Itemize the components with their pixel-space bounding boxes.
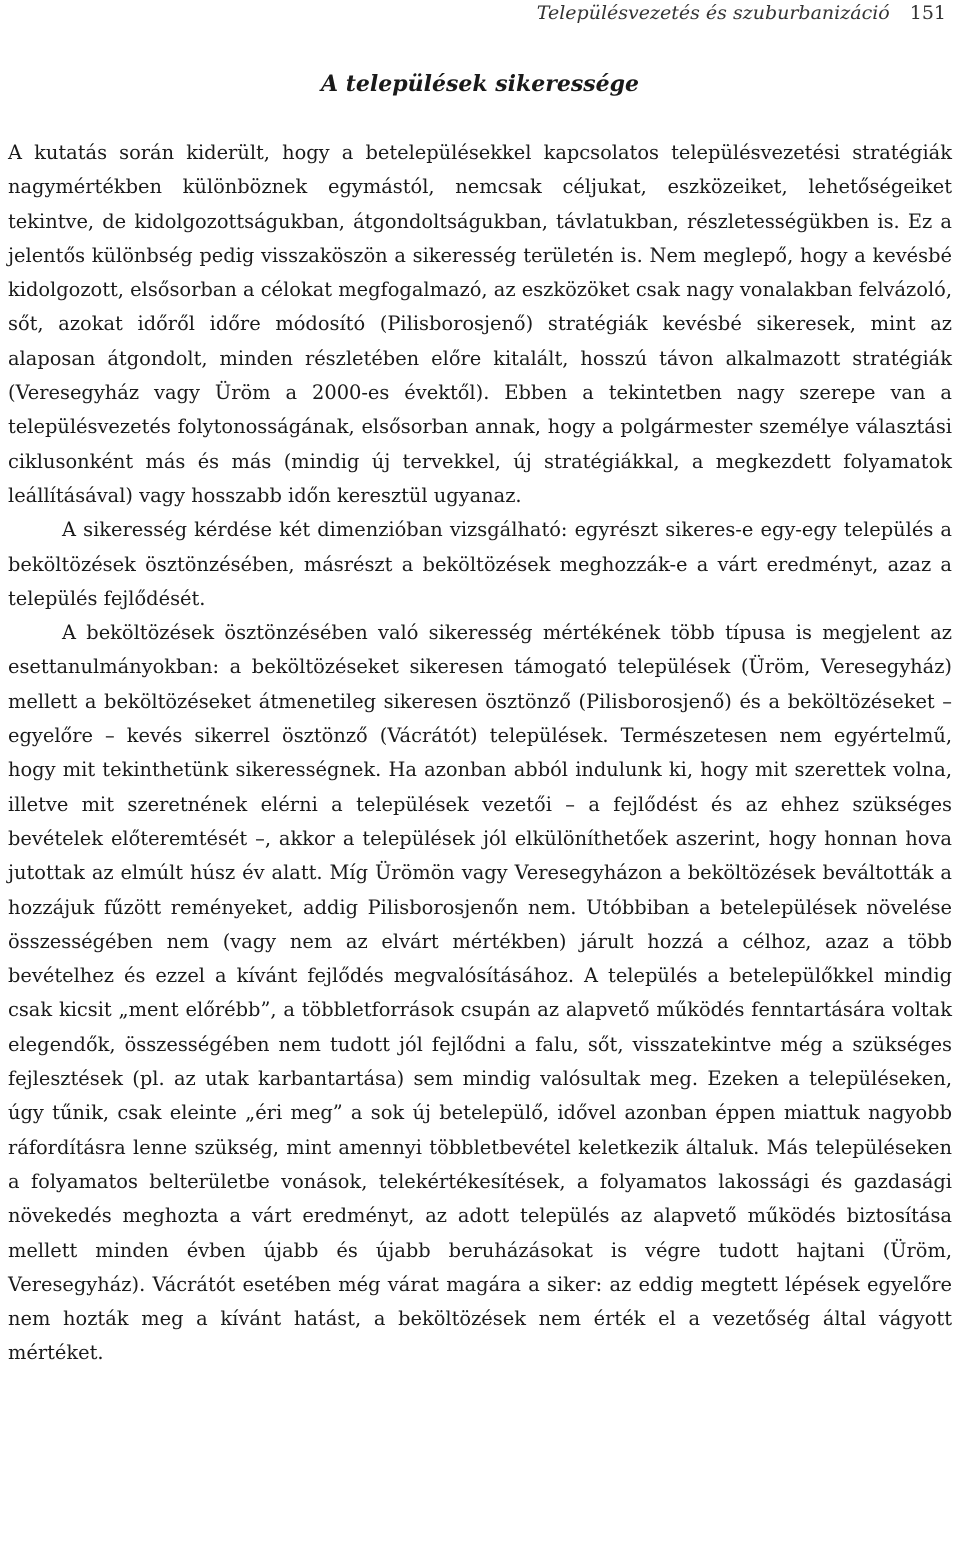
paragraph-2: A sikeresség kérdése két dimenzióban vizsgálható: egyrészt sikeres-e egy-egy település a beköltözések ösztönzésében, másrészt a beköltözések meghozzák-e a várt eredményt, azaz a település fejlődését. xyxy=(8,518,952,610)
paragraph-3: A beköltözések ösztönzésében való sikeresség mértékének több típusa is megjelent az esettanulmányokban: a beköltözéseket sikeresen támogató települések (Üröm, Veresegyház) mellett a beköltözéseket átmenetileg sikeresen ösztönző (Pilisborosjenő) és a beköltözéseket – egyelőre – kevés sikerrel ösztönző (Vácrátót) települések. Természetesen nem egyértelmű, hogy mit tekinthetünk sikerességnek. Ha azonban abból indulunk ki, hogy mit szerettek volna, illetve mit szeretnének elérni a települések vezetői – a fejlődést és az ehhez szükséges bevételek előteremtését –, akkor a települések jól elkülöníthetőek aszerint, hogy honnan hova jutottak az elmúlt húsz év alatt. Míg Ürömön vagy Veresegyházon a beköltözések beváltották a hozzájuk fűzött reményeket, addig Pilisborosjenőn nem. Utóbbiban a betelepülések növelése összességében nem (vagy nem az elvárt mértékben) járult hozzá a célhoz, azaz a több bevételhez és ezzel a kívánt fejlődés megvalósításához. A település a betelepülőkkel mindig csak kicsit „ment előrébb”, a többletforrások csupán az alapvető működés fenntartására voltak elegendők, összességében nem tudott jól fejlődni a falu, sőt, visszatekintve még a szükséges fejlesztések (pl. az utak karbantartása) sem mindig valósultak meg. Ezeken a településeken, úgy tűnik, csak eleinte „éri meg” a sok új betelepülő, idővel azonban éppen miattuk nagyobb ráfordításra lenne szükség, mint amennyi többletbevétel keletkezik általuk. Más településeken a folyamatos belterületbe vonások, telekértékesítések, a folyamatos lakossági és gazdasági növekedés meghozta a várt eredményt, az adott település az alapvető működés biztosítása mellett minden évben újabb és újabb beruházásokat is végre tudott hajtani (Üröm, Veresegyház). Vácrátót esetében még várat magára a siker: az eddig megtett lépések egyelőre nem hozták meg a kívánt hatást, a beköltözések nem érték el a vezetőség által vágyott mértéket. xyxy=(8,621,952,1365)
body-text xyxy=(8,136,952,1371)
page-number: 151 xyxy=(909,2,946,24)
running-title: Településvezetés és szuburbanizáció xyxy=(536,2,890,24)
running-head xyxy=(537,0,946,26)
section-title: A települések sikeressége xyxy=(321,71,639,97)
paragraph-1: A kutatás során kiderült, hogy a betelepülésekkel kapcsolatos településvezetési stratégiák nagymértékben különböznek egymástól, nemcsak céljukat, eszközeiket, lehetőségeiket tekintve, de kidolgozottságukban, átgondoltságukban, távlatukban, részletességükben is. Ez a jelentős különbség pedig visszaköszön a sikeresség területén is. Nem meglepő, hogy a kevésbé kidolgozott, elsősorban a célokat megfogalmazó, az eszközöket csak nagy vonalakban felvázoló, sőt, azokat időről időre módosító (Pilisborosjenő) stratégiák kevésbé sikeresek, mint az alaposan átgondolt, minden részletében előre kitalált, hosszú távon alkalmazott stratégiák (Veresegyház vagy Üröm a 2000-es évektől). Ebben a tekintetben nagy szerepe van a településvezetés folytonosságának, elsősorban annak, hogy a polgármester személye választási ciklusonként más és más (mindig új tervekkel, új stratégiákkal, a megkezdett folyamatok leállításával) vagy hosszabb időn keresztül ugyanaz. xyxy=(8,141,952,507)
